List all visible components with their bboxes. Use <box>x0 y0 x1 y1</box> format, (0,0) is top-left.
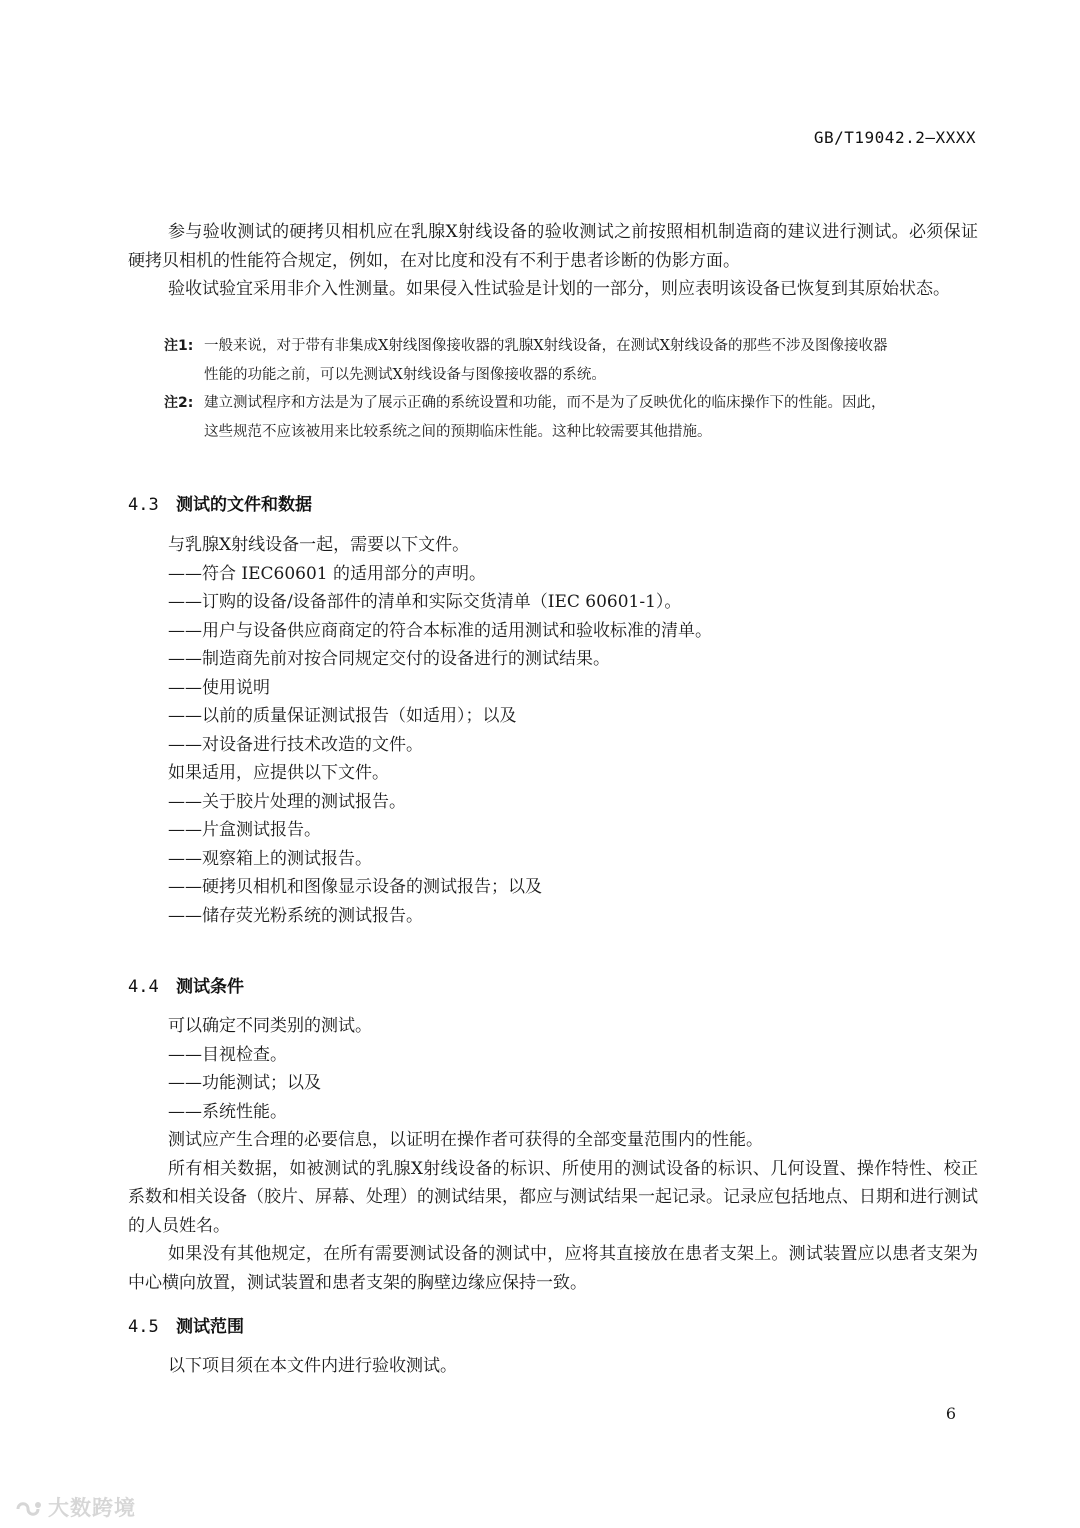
list-item: ——功能测试；以及 <box>168 1073 321 1093</box>
note-text: 建立测试程序和方法是为了展示正确的系统设置和功能，而不是为了反映优化的临床操作下的性能。因此， <box>204 395 886 411</box>
list-item: ——关于胶片处理的测试报告。 <box>168 791 406 812</box>
section-heading-4-3 <box>128 490 312 515</box>
section-number: 4.4 <box>128 977 159 997</box>
note-label: 注2: <box>164 395 194 411</box>
section-heading-4-5 <box>128 1312 244 1337</box>
watermark-text: 大数跨境 <box>48 1496 136 1520</box>
list-item: ——目视检查。 <box>168 1044 287 1065</box>
list-item: ——符合 IEC60601 的适用部分的声明。 <box>168 563 487 584</box>
paragraph: 如果没有其他规定，在所有需要测试设备的测试中，应将其直接放在患者支架上。测试装置应以患者支架为中心横向放置，测试装置和患者支架的胸壁边缘应保持一致。 <box>128 1244 978 1293</box>
list-item: ——制造商先前对按合同规定交付的设备进行的测试结果。 <box>168 649 610 669</box>
list-item: ——用户与设备供应商商定的符合本标准的适用测试和验收标准的清单。 <box>168 620 712 641</box>
section-4-5-body <box>128 1352 978 1381</box>
section-4-3-body <box>128 531 978 930</box>
list-item: 测试应产生合理的必要信息，以证明在操作者可获得的全部变量范围内的性能。 <box>168 1130 763 1150</box>
section-4-4-body <box>128 1012 978 1297</box>
list-item: 与乳腺X射线设备一起，需要以下文件。 <box>168 535 470 555</box>
section-number: 4.5 <box>128 1317 159 1337</box>
section-number: 4.3 <box>128 495 159 515</box>
list-item: 可以确定不同类别的测试。 <box>168 1016 372 1036</box>
list-item: 如果适用，应提供以下文件。 <box>168 763 389 783</box>
list-item: ——系统性能。 <box>168 1101 287 1122</box>
section-title: 测试范围 <box>176 1317 244 1337</box>
page-number: 6 <box>945 1404 956 1423</box>
section-title: 测试条件 <box>176 977 244 997</box>
note-text: 性能的功能之前，可以先测试X射线设备与图像接收器的系统。 <box>204 367 606 383</box>
section-title: 测试的文件和数据 <box>176 495 312 515</box>
list-item: ——使用说明 <box>168 677 270 698</box>
note-text: 一般来说，对于带有非集成X射线图像接收器的乳腺X射线设备，在测试X射线设备的那些不涉及图像接收器 <box>204 338 888 354</box>
paragraph: 所有相关数据，如被测试的乳腺X射线设备的标识、所使用的测试设备的标识、几何设置、操作特性、校正系数和相关设备（胶片、屏幕、处理）的测试结果，都应与测试结果一起记录。记录应包括地点、日期和进行测试的人员姓名。 <box>128 1158 978 1236</box>
note-text: 这些规范不应该被用来比较系统之间的预期临床性能。这种比较需要其他措施。 <box>204 424 712 440</box>
note-1 <box>164 332 978 390</box>
document-code: GB/T19042.2—XXXX <box>813 128 976 147</box>
list-item: ——观察箱上的测试报告。 <box>168 848 372 869</box>
note-2 <box>164 389 978 447</box>
list-item: ——对设备进行技术改造的文件。 <box>168 734 423 755</box>
section-heading-4-4 <box>128 972 244 997</box>
list-item: ——储存荧光粉系统的测试报告。 <box>168 905 423 926</box>
list-item: ——以前的质量保证测试报告（如适用）；以及 <box>168 706 517 726</box>
intro-paragraph-2: 验收试验宜采用非介入性测量。如果侵入性试验是计划的一部分，则应表明该设备已恢复到其原始状态。 <box>168 279 950 299</box>
list-item: ——片盒测试报告。 <box>168 820 321 840</box>
note-label: 注1: <box>164 338 194 354</box>
watermark <box>14 1492 136 1522</box>
intro-paragraph-1: 参与验收测试的硬拷贝相机应在乳腺X射线设备的验收测试之前按照相机制造商的建议进行测试。必须保证硬拷贝相机的性能符合规定，例如，在对比度和没有不利于患者诊断的伪影方面。 <box>128 222 978 271</box>
list-item: ——订购的设备/设备部件的清单和实际交货清单（IEC 60601-1）。 <box>168 592 682 612</box>
watermark-logo-icon <box>14 1498 44 1520</box>
list-item: ——硬拷贝相机和图像显示设备的测试报告；以及 <box>168 877 542 897</box>
list-item: 以下项目须在本文件内进行验收测试。 <box>168 1356 457 1376</box>
intro-block <box>128 218 978 304</box>
